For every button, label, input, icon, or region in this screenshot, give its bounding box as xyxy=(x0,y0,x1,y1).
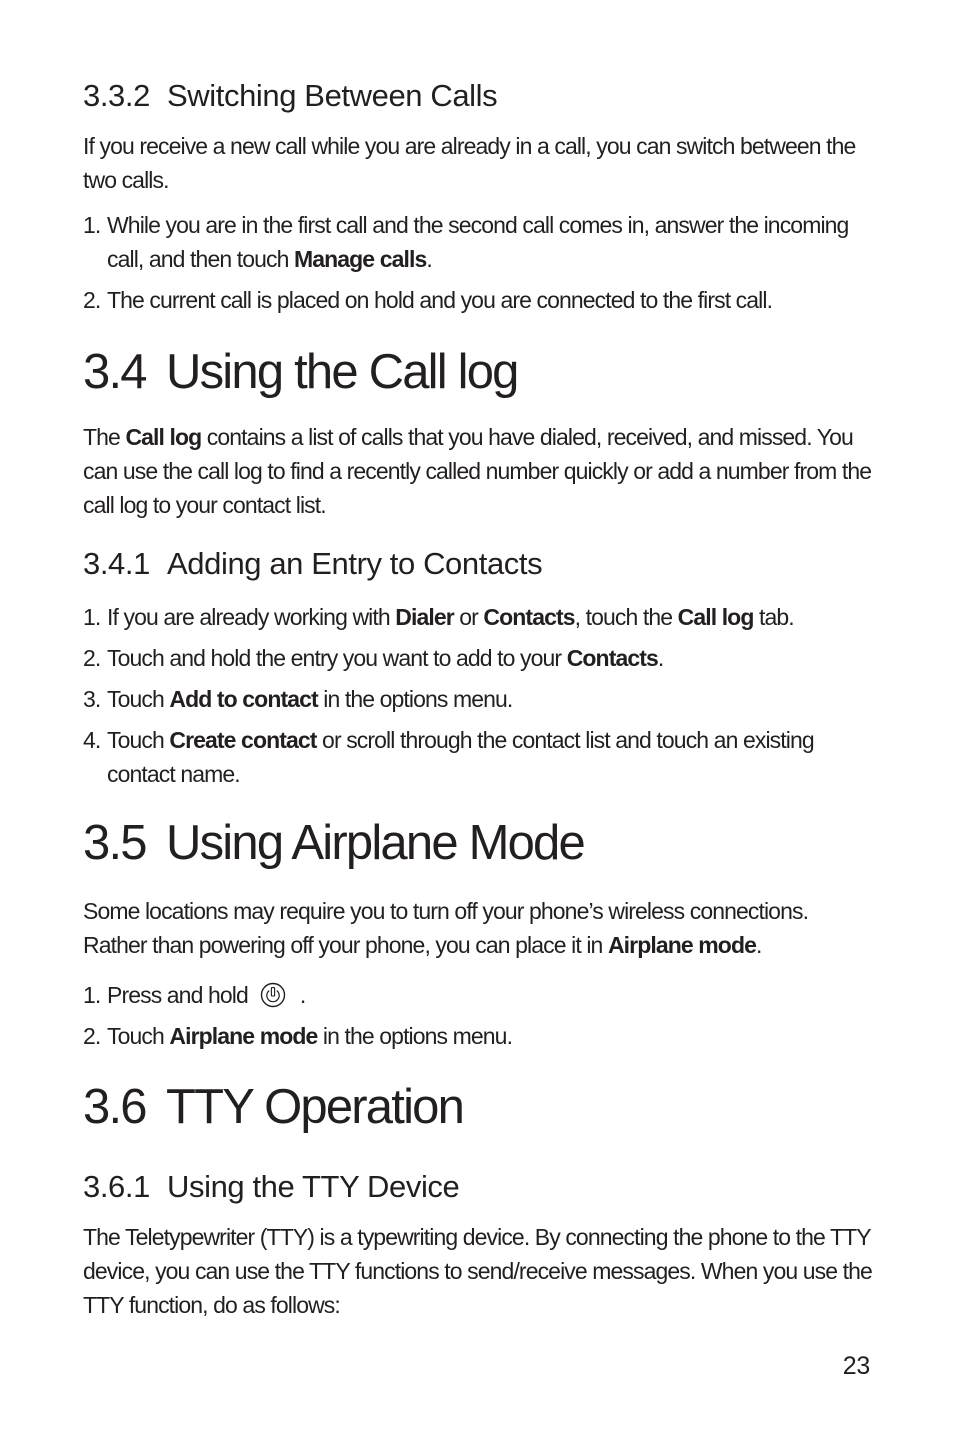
list-number: 1. xyxy=(83,604,101,630)
text-run: tab. xyxy=(753,604,794,630)
list-item xyxy=(83,208,873,276)
text-run: . xyxy=(426,246,432,272)
list-item xyxy=(83,1019,873,1053)
paragraph-call-log-intro xyxy=(83,420,873,522)
list-text xyxy=(107,283,873,317)
list-item xyxy=(83,682,873,716)
list-number: 2. xyxy=(83,1023,101,1049)
page-number: 23 xyxy=(842,1352,870,1380)
section-number: 3.6.1 xyxy=(83,1169,150,1204)
power-icon xyxy=(260,982,286,1008)
section-number: 3.6 xyxy=(83,1080,146,1134)
section-number: 3.5 xyxy=(83,816,146,870)
ui-term: Airplane mode xyxy=(169,1023,318,1049)
ui-term: Manage calls xyxy=(293,246,427,272)
text-run: in the options menu. xyxy=(317,1023,513,1049)
text-run: contains a list of calls that you have dialed, received, and missed. You can use the call log to find a recently called number quickly or add a number from the call log to your contact list. xyxy=(83,424,872,518)
heading-3-6-1 xyxy=(83,1169,459,1205)
list-item xyxy=(83,641,873,675)
section-title: Using the TTY Device xyxy=(167,1169,460,1204)
ui-term: Contacts xyxy=(483,604,575,630)
list-text xyxy=(107,600,873,634)
list-number: 4. xyxy=(83,727,101,753)
text-run: . xyxy=(756,932,762,958)
section-number: 3.4.1 xyxy=(83,546,150,581)
text-run: . xyxy=(657,645,664,671)
heading-3-5 xyxy=(83,815,584,871)
text-run: Press and hold xyxy=(107,982,248,1008)
text-run: Touch xyxy=(107,1023,170,1049)
section-title: TTY Operation xyxy=(166,1080,464,1134)
ui-term: Add to contact xyxy=(169,686,318,712)
list-text xyxy=(107,641,873,675)
paragraph-airplane-intro xyxy=(83,894,873,962)
section-title: Using the Call log xyxy=(166,345,518,399)
section-title: Adding an Entry to Contacts xyxy=(167,546,543,581)
section-title: Using Airplane Mode xyxy=(166,816,584,870)
text-run: in the options menu. xyxy=(317,686,513,712)
ui-term: Contacts xyxy=(566,645,658,671)
text-run: The xyxy=(83,424,126,450)
paragraph-tty-intro: The Teletypewriter (TTY) is a typewriting device. By connecting the phone to the TTY device, you can use the TTY functions to send/receive messages. When you use the TTY function, do as follows: xyxy=(83,1224,872,1318)
list-text xyxy=(107,723,873,791)
text-run: or scroll through the contact list and touch an existing contact name. xyxy=(107,727,814,787)
section-number: 3.4 xyxy=(83,345,146,399)
list-item xyxy=(83,978,873,1012)
text-run: Touch xyxy=(107,727,170,753)
text-run: While you are in the first call and the second call comes in, answer the incoming call, and then touch xyxy=(107,212,849,272)
text-run: , touch the xyxy=(574,604,678,630)
section-title: Switching Between Calls xyxy=(167,78,498,113)
text-run: Touch xyxy=(107,686,170,712)
heading-3-3-2 xyxy=(83,78,497,114)
list-number: 3. xyxy=(83,686,101,712)
text-run: or xyxy=(453,604,484,630)
list-text xyxy=(107,1019,873,1053)
paragraph-switching-intro: If you receive a new call while you are already in a call, you can switch between the two calls. xyxy=(83,133,856,193)
list-number: 2. xyxy=(83,645,101,671)
text-run: If you are already working with xyxy=(107,604,396,630)
list-text xyxy=(107,978,873,1012)
heading-3-4 xyxy=(83,344,518,400)
list-text xyxy=(107,682,873,716)
list-item xyxy=(83,600,873,634)
list-text xyxy=(107,208,873,276)
ui-term: Call log xyxy=(677,604,754,630)
ui-term: Airplane mode xyxy=(607,932,756,958)
ui-term: Call log xyxy=(125,424,202,450)
text-run: Some locations may require you to turn off your phone’s wireless connections. Rather than powering off your phone, you can place it in xyxy=(83,898,809,958)
list-number: 1. xyxy=(83,212,101,238)
text-run: The current call is placed on hold and you are connected to the first call. xyxy=(107,287,773,313)
list-number: 2. xyxy=(83,287,101,313)
ui-term: Create contact xyxy=(169,727,317,753)
heading-3-6 xyxy=(83,1079,463,1135)
ui-term: Dialer xyxy=(395,604,454,630)
list-number: 1. xyxy=(83,982,101,1008)
text-run: . xyxy=(299,982,306,1008)
list-item xyxy=(83,283,873,317)
list-item xyxy=(83,723,873,791)
heading-3-4-1 xyxy=(83,546,542,582)
section-number: 3.3.2 xyxy=(83,78,150,113)
text-run: Touch and hold the entry you want to add to your xyxy=(107,645,567,671)
